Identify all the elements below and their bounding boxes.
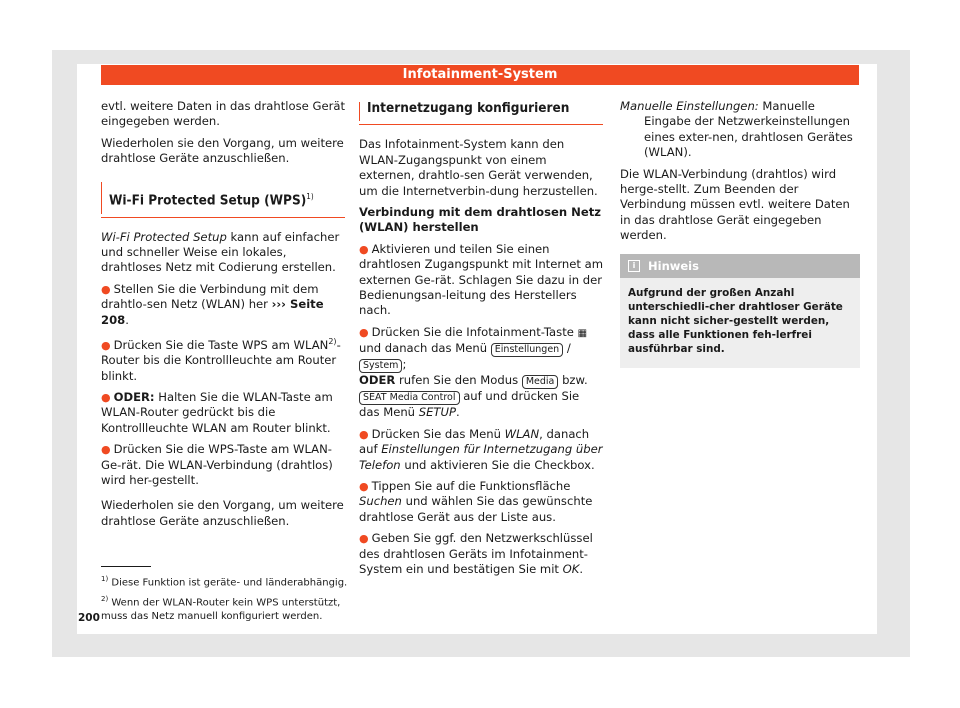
bullet-icon: ●	[359, 532, 369, 546]
key-seat-media-control: SEAT Media Control	[359, 391, 460, 405]
list-item: ● Drücken Sie die Infotainment-Taste ▦ und danach das Menü Einstellungen / System ; ODER rufen Sie den Modus Media bzw. SEAT Media Control auf und drücken Sie das Menü SETUP.	[359, 324, 588, 420]
info-icon: i	[628, 260, 640, 272]
list-item: ● Aktivieren und teilen Sie einen drahtlosen Zugangspunkt mit Internet am externen Ge-rät. Schlagen Sie dazu in der Bedienungsan-leitung des Herstellers nach.	[359, 241, 604, 318]
grid-menu-icon: ▦	[577, 327, 588, 339]
footnote-divider	[101, 566, 151, 567]
footnote-marker: 2)	[328, 336, 337, 346]
page-number: 200	[78, 612, 100, 624]
chapter-header: Infotainment-System	[101, 65, 859, 85]
bullet-icon: ●	[359, 242, 369, 256]
note-header: i Hinweis	[620, 254, 860, 278]
list-item: ● Stellen Sie die Verbindung mit dem drahtlo-sen Netz (WLAN) her ››› Seite 208.	[101, 281, 324, 327]
paragraph: evtl. weitere Daten in das drahtlose Gerät eingegeben werden.	[101, 99, 345, 129]
bullet-icon: ●	[101, 443, 111, 457]
section-heading-wps: Wi-Fi Protected Setup (WPS)$^{1)}$	[101, 179, 345, 218]
paragraph: Manuelle Einstellungen: Manuelle Eingabe der Netzwerkeinstellungen eines exter-nen, drahtlosen Gerätes (WLAN).	[620, 99, 853, 160]
key-einstellungen: Einstellungen	[491, 343, 563, 357]
key-media: Media	[522, 375, 559, 389]
paragraph: Die WLAN-Verbindung (drahtlos) wird herge-stellt. Zum Beenden der Verbindung müssen evtl. weitere Daten in das drahtlose Gerät eingegeben werden.	[620, 166, 850, 243]
list-item: ● Drücken Sie das Menü WLAN, danach auf Einstellungen für Internetzugang über Telefon und aktivieren Sie die Checkbox.	[359, 426, 603, 472]
bullet-icon: ●	[359, 479, 369, 493]
section-heading-internet: Internetzugang konfigurieren	[359, 99, 603, 125]
bullet-icon: ●	[359, 427, 369, 441]
subheading: Verbindung mit dem drahtlosen Netz (WLAN) herstellen	[359, 205, 601, 235]
list-item: ● Geben Sie ggf. den Netzwerkschlüssel des drahtlosen Geräts im Infotainment-System ein und bestätigen Sie mit OK.	[359, 531, 593, 576]
list-item: ● Tippen Sie auf die Funktionsfläche Suchen und wählen Sie das gewünschte drahtlose Gerät aus der Liste aus.	[359, 478, 593, 524]
column-left	[101, 99, 345, 535]
bullet-icon: ●	[101, 391, 111, 405]
list-item: ● ODER: Halten Sie die WLAN-Taste am WLAN-Router gedrückt bis die Kontrollleuchte WLAN am Router blinkt.	[101, 390, 333, 435]
key-system: System	[359, 359, 402, 373]
paragraph: Wi-Fi Protected Setup kann auf einfacher und schneller Weise ein lokales, drahtloses Netz mit Codierung erstellen.	[101, 229, 340, 275]
footnote: $^{2)}$ Wenn der WLAN-Router kein WPS unterstützt, muss das Netz manuell konfiguriert werden.	[101, 595, 341, 622]
paragraph: Wiederholen sie den Vorgang, um weitere drahtlose Geräte anzuschließen.	[101, 498, 344, 528]
note-text: Aufgrund der großen Anzahl unterschiedli-cher drahtloser Geräte kann nicht sicher-gestellt werden, dass alle Funktionen feh-lerfrei ausführbar sind.	[628, 286, 843, 355]
footnote-marker: 1)	[306, 191, 314, 201]
page-reference-link[interactable]: ››› Seite 208	[101, 297, 324, 327]
footnote: $^{1)}$ Diese Funktion ist geräte- und länderabhängig.	[101, 575, 348, 589]
paragraph: Wiederholen sie den Vorgang, um weitere drahtlose Geräte anzuschließen.	[101, 135, 344, 166]
note-box	[620, 254, 860, 368]
bullet-icon: ●	[101, 282, 111, 296]
bullet-icon: ●	[101, 338, 111, 352]
bullet-icon: ●	[359, 325, 369, 339]
list-item: ● Drücken Sie die Taste WPS am WLAN$^{2)}$-Router bis die Kontrollleuchte am Router blinkt.	[101, 336, 341, 383]
list-item: ● Drücken Sie die WPS-Taste am WLAN-Ge-rät. Die WLAN-Verbindung (drahtlos) wird her-gestellt.	[101, 442, 333, 488]
paragraph: Das Infotainment-System kann den WLAN-Zugangspunkt von einem externen, drahtlo-sen Gerät verwenden, um die Internetverbin-dung herzustellen.	[359, 137, 598, 198]
column-right	[620, 99, 860, 368]
footnotes	[101, 573, 351, 627]
column-middle	[359, 99, 603, 583]
